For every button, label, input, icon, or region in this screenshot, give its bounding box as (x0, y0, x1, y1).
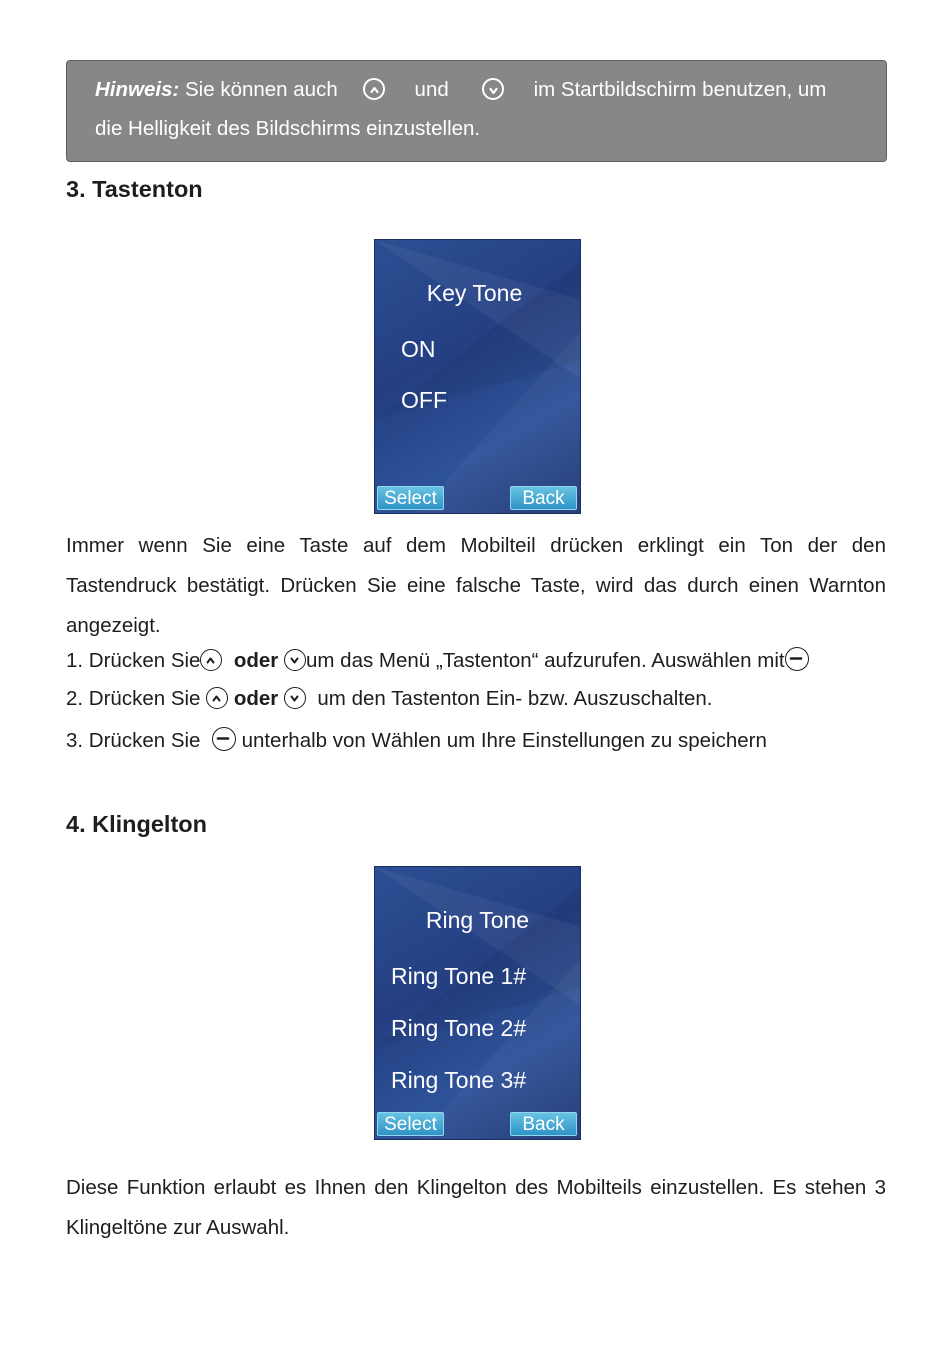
step-3-text-b: unterhalb von Wählen um Ihre Einstellungen zu speichern (241, 729, 767, 752)
hint-text-a: Sie können auch (185, 78, 338, 101)
hint-text-b: und (414, 78, 449, 101)
hint-text-c: im Startbildschirm benutzen, um (533, 78, 827, 101)
ring-tone-option-2[interactable]: Ring Tone 2# (391, 1015, 527, 1041)
step-1-text-b: um das Menü „Tastenton“ aufzurufen. Auswählen mit (306, 649, 785, 672)
step-1-oder: oder (233, 649, 279, 672)
back-softkey[interactable]: Back (510, 1112, 577, 1136)
step-3-text-a: 3. Drücken Sie (66, 729, 201, 752)
klingelton-paragraph: Diese Funktion erlaubt es Ihnen den Klingelton des Mobilteils einzustellen. Es stehen 3 Klingeltöne zur Auswahl. (66, 1176, 886, 1239)
up-arrow-icon (206, 687, 228, 709)
step-1-text-a: 1. Drücken Sie (66, 649, 201, 672)
step-2 (66, 687, 712, 711)
hint-line-1 (95, 70, 860, 110)
back-softkey[interactable]: Back (510, 486, 577, 510)
step-2-text-a: 2. Drücken Sie (66, 687, 201, 710)
hint-box (66, 60, 887, 162)
hint-label: Hinweis: (95, 78, 180, 101)
up-arrow-icon (363, 78, 385, 100)
minus-key-icon (212, 727, 236, 751)
key-tone-option-on[interactable]: ON (401, 336, 436, 362)
ring-tone-option-1[interactable]: Ring Tone 1# (391, 963, 527, 989)
down-arrow-icon (284, 649, 306, 671)
key-tone-title: Key Tone (426, 280, 523, 306)
down-arrow-icon (482, 78, 504, 100)
minus-key-icon (785, 647, 809, 671)
up-arrow-icon (200, 649, 222, 671)
select-softkey[interactable]: Select (377, 486, 444, 510)
select-softkey[interactable]: Select (377, 1112, 444, 1136)
ring-tone-option-3[interactable]: Ring Tone 3# (391, 1067, 527, 1093)
step-2-oder: oder (233, 687, 279, 710)
ring-tone-title: Ring Tone (425, 907, 530, 933)
section-heading-tastenton: 3. Tastenton (66, 176, 203, 202)
step-1 (66, 647, 809, 673)
step-3 (66, 727, 767, 753)
ring-tone-screen (374, 866, 581, 1140)
step-2-text-b: um den Tastenton Ein- bzw. Auszuschalten. (317, 687, 713, 710)
key-tone-option-off[interactable]: OFF (401, 387, 447, 413)
hint-line-2: die Helligkeit des Bildschirms einzustellen. (95, 117, 481, 140)
down-arrow-icon (284, 687, 306, 709)
key-tone-screen (374, 239, 581, 514)
tastenton-paragraph: Immer wenn Sie eine Taste auf dem Mobilteil drücken erklingt ein Ton der den Tastendruck bestätigt. Drücken Sie eine falsche Taste, wird das durch einen Warnton angezeigt. (66, 534, 886, 637)
section-heading-klingelton: 4. Klingelton (66, 811, 207, 837)
